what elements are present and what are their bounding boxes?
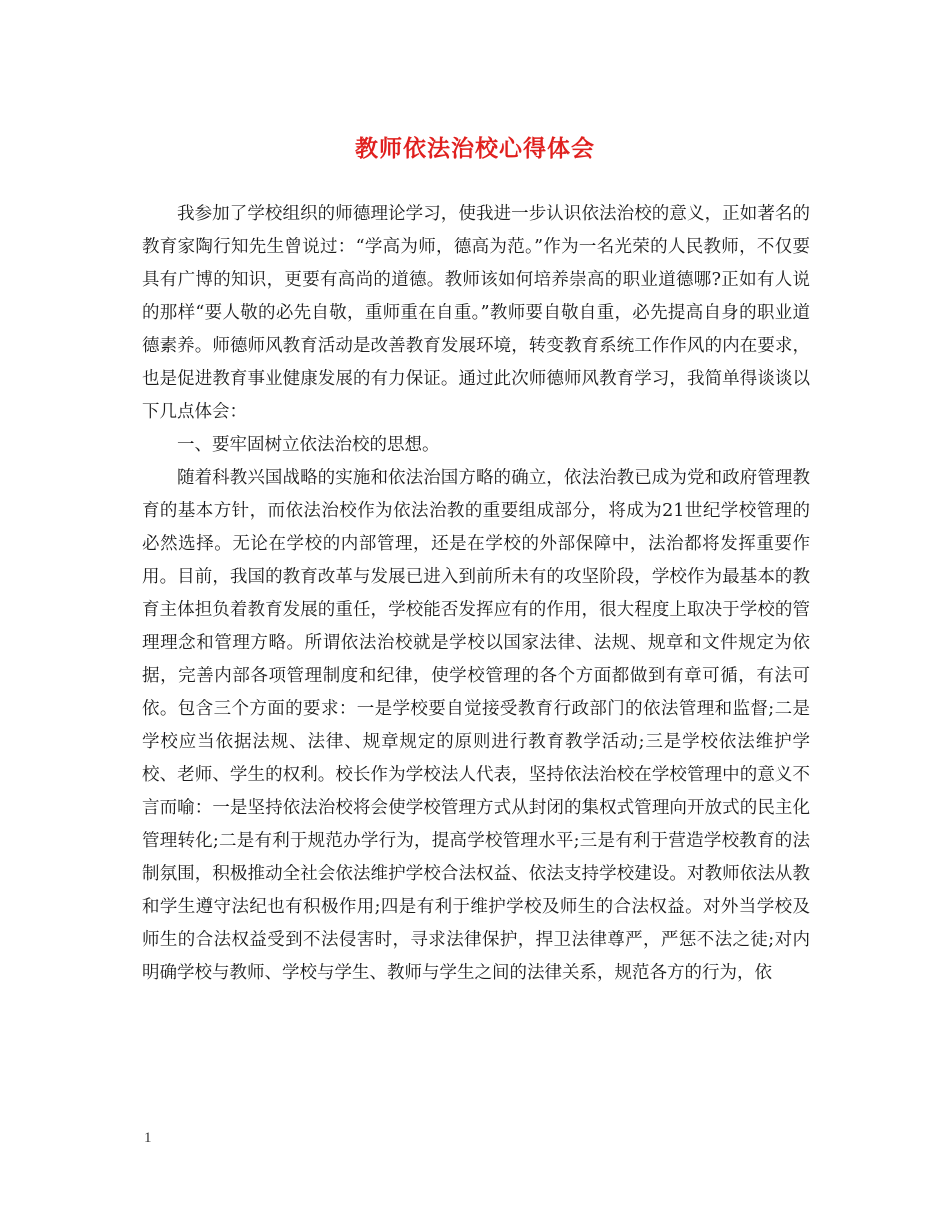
paragraph-main: 随着科教兴国战略的实施和依法治国方略的确立，依法治教已成为党和政府管理教育的基本方针，而依法治校作为依法治教的重要组成部分，将成为21世纪学校管理的必然选择。无论在学校的内部管理，还是在学校的外部保障中，法治都将发挥重要作用。目前，我国的教育改革与发展已进入到前所未有的攻坚阶段，学校作为最基本的教育主体担负着教育发展的重任，学校能否发挥应有的作用，很大程度上取决于学校的管理理念和管理方略。所谓依法治校就是学校以国家法律、法规、规章和文件规定为依据，完善内部各项管理制度和纪律，使学校管理的各个方面都做到有章可循，有法可依。包含三个方面的要求：一是学校要自觉接受教育行政部门的依法管理和监督;二是学校应当依据法规、法律、规章规定的原则进行教育教学活动;三是学校依法维护学校、老师、学生的权利。校长作为学校法人代表，坚持依法治校在学校管理中的意义不言而喻：一是坚持依法治校将会使学校管理方式从封闭的集权式管理向开放式的民主化管理转化;二是有利于规范办学行为，提高学校管理水平;三是有利于营造学校教育的法制氛围，积极推动全社会依法维护学校合法权益、依法支持学校建设。对教师依法从教和学生遵守法纪也有积极作用;四是有利于维护学校及师生的合法权益。对外当学校及师生的合法权益受到不法侵害时，寻求法律保护，捍卫法律尊严，严惩不法之徒;对内明确学校与教师、学校与学生、教师与学生之间的法律关系，规范各方的行为，依 bbox=[142, 468, 810, 983]
document-title: 教师依法治校心得体会 bbox=[355, 135, 595, 162]
document-body bbox=[142, 198, 810, 990]
page-number: 1 bbox=[144, 1130, 152, 1146]
paragraph-section-heading: 一、要牢固树立依法治校的思想。 bbox=[177, 435, 440, 455]
paragraph-intro: 我参加了学校组织的师德理论学习，使我进一步认识依法治校的意义，正如著名的教育家陶行知先生曾说过：“学高为师，德高为范。”作为一名光荣的人民教师，不仅要具有广博的知识，更要有高尚的道德。教师该如何培养崇高的职业道德哪?正如有人说的那样“要人敬的必先自敬，重师重在自重。”教师要自敬自重，必先提高自身的职业道德素养。师德师风教育活动是改善教育发展环境，转变教育系统工作作风的内在要求，也是促进教育事业健康发展的有力保证。通过此次师德师风教育学习，我简单得谈谈以下几点体会： bbox=[142, 204, 810, 422]
